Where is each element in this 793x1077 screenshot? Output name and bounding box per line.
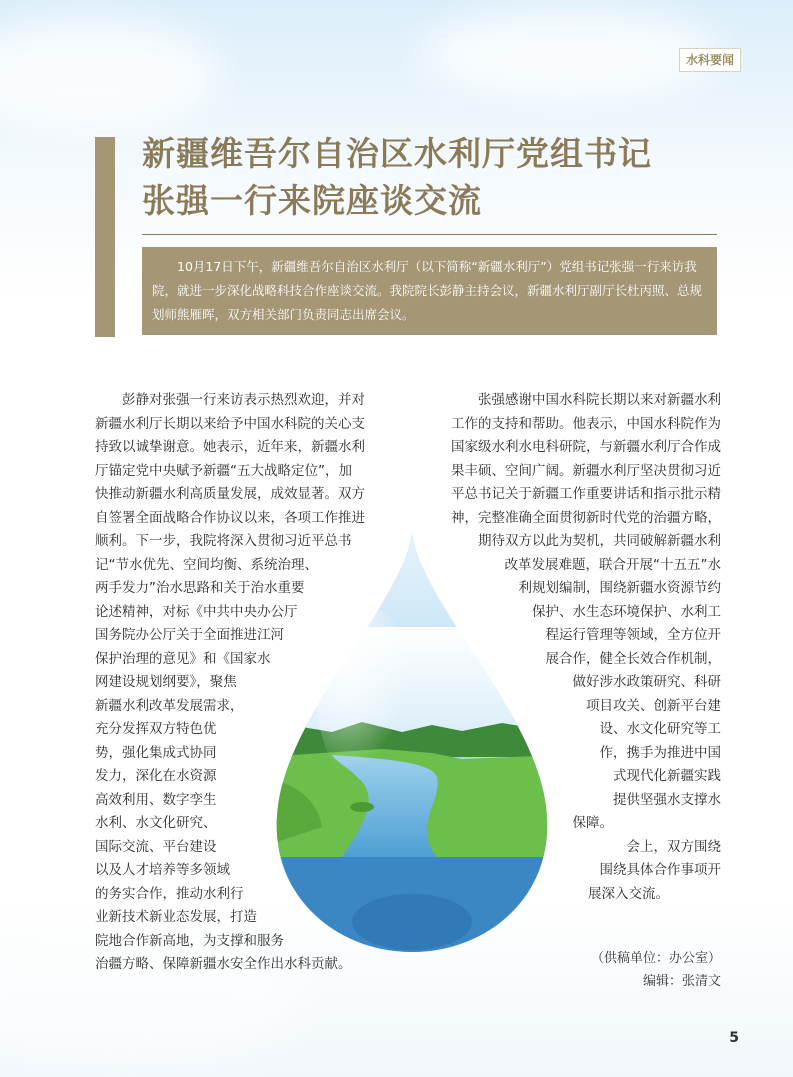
editor-credit: 编辑：张清文 bbox=[642, 974, 721, 989]
title-line-2: 张强一行来院座谈交流 bbox=[142, 181, 482, 220]
text-line: 果丰硕、空间广阔。新疆水利厅坚决贯彻习近 bbox=[451, 462, 721, 479]
cloud-decoration bbox=[0, 20, 220, 130]
section-tag: 水科要闻 bbox=[679, 48, 741, 72]
text-line: 国务院办公厅关于全面推进江河 bbox=[95, 627, 284, 643]
text-line: 会上，双方围绕 bbox=[626, 838, 721, 855]
text-line: 作，携手为推进中国 bbox=[599, 744, 721, 761]
page-number: 5 bbox=[729, 1030, 739, 1046]
title-line-1: 新疆维吾尔自治区水利厅党组书记 bbox=[142, 134, 652, 173]
text-line: 展合作，健全长效合作机制， bbox=[545, 650, 721, 667]
lead-box bbox=[142, 247, 717, 335]
text-line: 新疆水利改革发展需求， bbox=[95, 697, 244, 714]
text-line: 围绕具体合作事项开 bbox=[599, 862, 721, 878]
text-line: 项目攻关、创新平台建 bbox=[586, 697, 721, 714]
title-accent-bar bbox=[95, 137, 115, 337]
text-line: 院地合作新高地，为支撑和服务 bbox=[95, 932, 284, 949]
source-credit: （供稿单位：办公室） bbox=[590, 951, 721, 966]
text-line: 厅锚定党中央赋予新疆“五大战略定位”，加 bbox=[95, 462, 352, 479]
text-line: 保护、水生态环境保护、水利工 bbox=[532, 603, 721, 620]
text-line: 水利、水文化研究、 bbox=[95, 815, 217, 831]
text-line: 神，完整准确全面贯彻新时代党的治疆方略， bbox=[451, 509, 721, 526]
text-line: 两手发力”治水思路和关于治水重要 bbox=[95, 580, 305, 596]
text-line: 改革发展难题，联合开展“十五五”水 bbox=[504, 556, 721, 573]
text-line: 快推动新疆水利高质量发展，成效显著。双方 bbox=[95, 486, 365, 502]
text-line: 治疆方略、保障新疆水安全作出水科贡献。 bbox=[95, 956, 352, 972]
text-line: 发力，深化在水资源 bbox=[95, 768, 217, 784]
text-line: 展深入交流。 bbox=[588, 885, 669, 902]
text-line: 工作的支持和帮助。他表示，中国水科院作为 bbox=[451, 415, 721, 432]
text-line: 利规划编制，围绕新疆水资源节约 bbox=[518, 580, 721, 596]
text-line: 网建设规划纲要》，聚焦 bbox=[95, 674, 237, 690]
text-line: 国际交流、平台建设 bbox=[95, 838, 217, 855]
text-line: 彭静对张强一行来访表示热烈欢迎，并对 bbox=[122, 392, 365, 408]
text-line: 记“节水优先、空间均衡、系统治理、 bbox=[95, 556, 318, 573]
text-line: 新疆水利厅长期以来给予中国水科院的关心支 bbox=[95, 415, 365, 432]
title-divider bbox=[142, 234, 717, 235]
right-column bbox=[451, 389, 721, 906]
text-line: 国家级水利水电科研院，与新疆水利厅合作成 bbox=[451, 439, 721, 455]
text-line: 顺利。下一步，我院将深入贯彻习近平总书 bbox=[95, 533, 352, 549]
text-line: 自签署全面战略合作协议以来，各项工作推进 bbox=[95, 509, 365, 526]
text-line: 程运行管理等领域，全方位开 bbox=[545, 627, 721, 643]
left-column bbox=[95, 389, 365, 977]
text-line: 持致以诚挚谢意。她表示，近年来，新疆水利 bbox=[95, 439, 365, 455]
text-line: 业新技术新业态发展，打造 bbox=[95, 909, 257, 925]
text-line: 平总书记关于新疆工作重要讲话和指示批示精 bbox=[451, 486, 721, 502]
article-title bbox=[142, 130, 742, 224]
text-line: 势，强化集成式协同 bbox=[95, 744, 217, 761]
text-line: 式现代化新疆实践 bbox=[613, 768, 721, 784]
text-line: 做好涉水政策研究、科研 bbox=[572, 674, 721, 690]
text-line: 设、水文化研究等工 bbox=[599, 721, 721, 737]
text-line: 提供坚强水支撑水 bbox=[613, 791, 721, 808]
text-line: 张强感谢中国水科院长期以来对新疆水利 bbox=[478, 392, 721, 408]
text-line: 充分发挥双方特色优 bbox=[95, 721, 217, 737]
text-line: 保障。 bbox=[572, 815, 613, 831]
text-line: 高效利用、数字孪生 bbox=[95, 791, 217, 808]
lead-paragraph: 10月17日下午，新疆维吾尔自治区水利厅（以下简称“新疆水利厅”）党组书记张强一行来访我院，就进一步深化战略科技合作座谈交流。我院院长彭静主持会议，新疆水利厅副厅长杜丙照、总规划师熊雁晖，双方相关部门负责同志出席会议。 bbox=[152, 259, 703, 322]
text-line: 的务实合作，推动水利行 bbox=[95, 885, 244, 902]
text-line: 保护治理的意见》和《国家水 bbox=[95, 650, 271, 667]
text-line: 论述精神，对标《中共中央办公厅 bbox=[95, 603, 298, 620]
cloud-decoration bbox=[420, 10, 720, 100]
text-line: 以及人才培养等多领域 bbox=[95, 862, 230, 878]
text-line: 期待双方以此为契机，共同破解新疆水利 bbox=[478, 533, 721, 549]
